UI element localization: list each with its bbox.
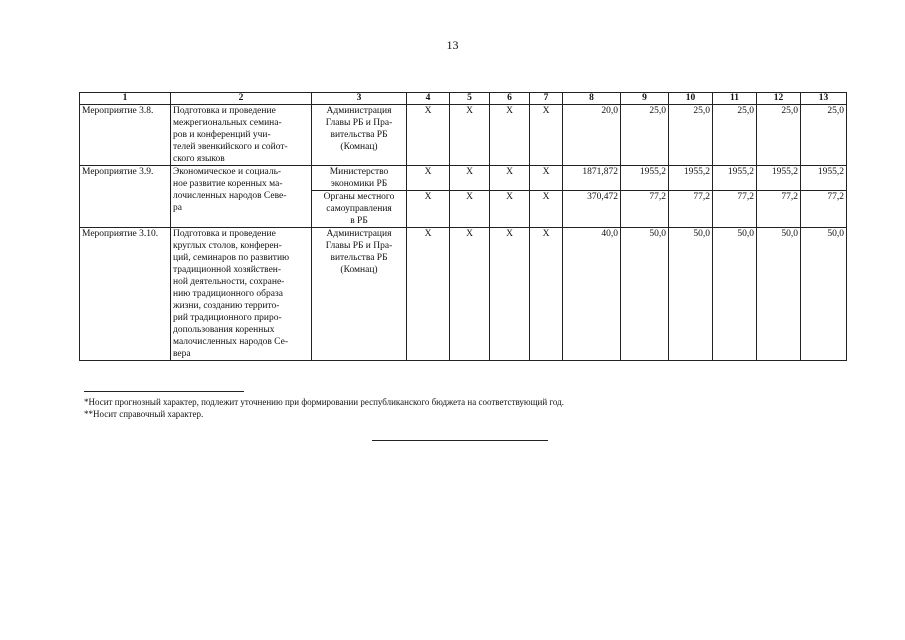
measure-name-cell: Мероприятие 3.8.	[80, 105, 171, 166]
executor-cell	[312, 191, 407, 228]
cell-line: малочисленных народов Се-	[173, 337, 289, 347]
amount-cell: 50,0	[669, 228, 713, 361]
amount-cell: 370,472	[563, 191, 621, 228]
page-number: 13	[446, 38, 459, 52]
executor-cell	[312, 105, 407, 166]
footnote: **Носит справочный характер.	[84, 409, 204, 419]
cell-line: ций, семинаров по развитию	[173, 253, 290, 263]
cell-line: круглых столов, конферен-	[173, 241, 282, 251]
amount-cell: 77,2	[621, 191, 669, 228]
measure-description-cell	[171, 166, 312, 228]
column-header: 10	[669, 93, 713, 105]
cell-line: экономики РБ	[330, 179, 388, 189]
cell-line: Администрация	[326, 106, 392, 116]
mark-cell: Х	[490, 228, 530, 361]
footnotes	[84, 396, 564, 420]
mark-cell: Х	[450, 166, 490, 191]
table-body	[80, 105, 847, 361]
budget-table	[79, 92, 847, 361]
amount-cell: 50,0	[801, 228, 847, 361]
measure-description-cell	[171, 228, 312, 361]
mark-cell: Х	[407, 228, 450, 361]
cell-line: Администрация	[326, 229, 392, 239]
amount-cell: 1955,2	[801, 166, 847, 191]
mark-cell: Х	[407, 191, 450, 228]
footnote-divider	[84, 391, 244, 392]
mark-cell: Х	[450, 228, 490, 361]
measure-description-cell	[171, 105, 312, 166]
cell-line: ной деятельности, сохране-	[173, 277, 285, 287]
cell-line: самоуправления	[326, 204, 392, 214]
cell-line: нию традиционного образа	[173, 289, 283, 299]
cell-line: лочисленных народов Севе-	[173, 191, 287, 201]
cell-line: вера	[173, 349, 191, 359]
footnote: *Носит прогнозный характер, подлежит уточнению при формировании республиканского бюджета на соответствующий год.	[84, 397, 564, 407]
amount-cell: 1955,2	[669, 166, 713, 191]
amount-cell: 25,0	[757, 105, 801, 166]
cell-line: межрегиональных семина-	[173, 118, 282, 128]
cell-line: ра	[173, 203, 182, 213]
column-header: 2	[171, 93, 312, 105]
cell-line: Органы местного	[323, 192, 395, 202]
amount-cell: 1955,2	[757, 166, 801, 191]
cell-line: Министерство	[329, 167, 389, 177]
column-header: 11	[713, 93, 757, 105]
mark-cell: Х	[530, 166, 563, 191]
mark-cell: Х	[530, 228, 563, 361]
amount-cell: 50,0	[757, 228, 801, 361]
amount-cell: 77,2	[757, 191, 801, 228]
cell-line: ное развитие коренных ма-	[173, 179, 283, 189]
measure-name-cell: Мероприятие 3.9.	[80, 166, 171, 228]
mark-cell: Х	[450, 191, 490, 228]
mark-cell: Х	[490, 191, 530, 228]
executor-cell	[312, 228, 407, 361]
amount-cell: 25,0	[669, 105, 713, 166]
end-divider	[372, 440, 548, 441]
amount-cell: 77,2	[669, 191, 713, 228]
table-row	[80, 228, 847, 361]
cell-line: Главы РБ и Пра-	[325, 241, 393, 251]
mark-cell: Х	[450, 105, 490, 166]
mark-cell: Х	[407, 166, 450, 191]
cell-line: Подготовка и проведение	[173, 106, 276, 116]
mark-cell: Х	[490, 166, 530, 191]
cell-line: рий традиционного приро-	[173, 313, 282, 323]
amount-cell: 1955,2	[621, 166, 669, 191]
column-header: 12	[757, 93, 801, 105]
column-header: 9	[621, 93, 669, 105]
cell-line: вительства РБ	[330, 253, 388, 263]
amount-cell: 1955,2	[713, 166, 757, 191]
cell-line: в РБ	[350, 216, 368, 226]
cell-line: (Комнац)	[340, 265, 378, 275]
amount-cell: 1871,872	[563, 166, 621, 191]
column-header: 8	[563, 93, 621, 105]
mark-cell: Х	[407, 105, 450, 166]
column-header: 7	[530, 93, 563, 105]
executor-cell	[312, 166, 407, 191]
amount-cell: 25,0	[801, 105, 847, 166]
mark-cell: Х	[530, 105, 563, 166]
amount-cell: 20,0	[563, 105, 621, 166]
mark-cell: Х	[530, 191, 563, 228]
cell-line: Экономическое и социаль-	[173, 167, 282, 177]
amount-cell: 25,0	[621, 105, 669, 166]
cell-line: телей эвенкийского и сойот-	[173, 142, 288, 152]
amount-cell: 77,2	[713, 191, 757, 228]
column-header: 6	[490, 93, 530, 105]
cell-line: традиционной хозяйствен-	[173, 265, 282, 275]
column-header: 1	[80, 93, 171, 105]
mark-cell: Х	[490, 105, 530, 166]
cell-line: Подготовка и проведение	[173, 229, 276, 239]
cell-line: ского языков	[173, 154, 225, 164]
measure-name-cell: Мероприятие 3.10.	[80, 228, 171, 361]
cell-line: допользования коренных	[173, 325, 275, 335]
cell-line: вительства РБ	[330, 130, 388, 140]
cell-line: ров и конференций учи-	[173, 130, 271, 140]
amount-cell: 50,0	[713, 228, 757, 361]
column-header: 4	[407, 93, 450, 105]
column-header: 5	[450, 93, 490, 105]
column-header: 3	[312, 93, 407, 105]
header-row	[80, 93, 847, 105]
amount-cell: 50,0	[621, 228, 669, 361]
column-header: 13	[801, 93, 847, 105]
cell-line: (Комнац)	[340, 142, 378, 152]
cell-line: жизни, созданию террито-	[173, 301, 280, 311]
amount-cell: 77,2	[801, 191, 847, 228]
table-row	[80, 166, 847, 191]
cell-line: Главы РБ и Пра-	[325, 118, 393, 128]
amount-cell: 40,0	[563, 228, 621, 361]
amount-cell: 25,0	[713, 105, 757, 166]
table-row	[80, 105, 847, 166]
